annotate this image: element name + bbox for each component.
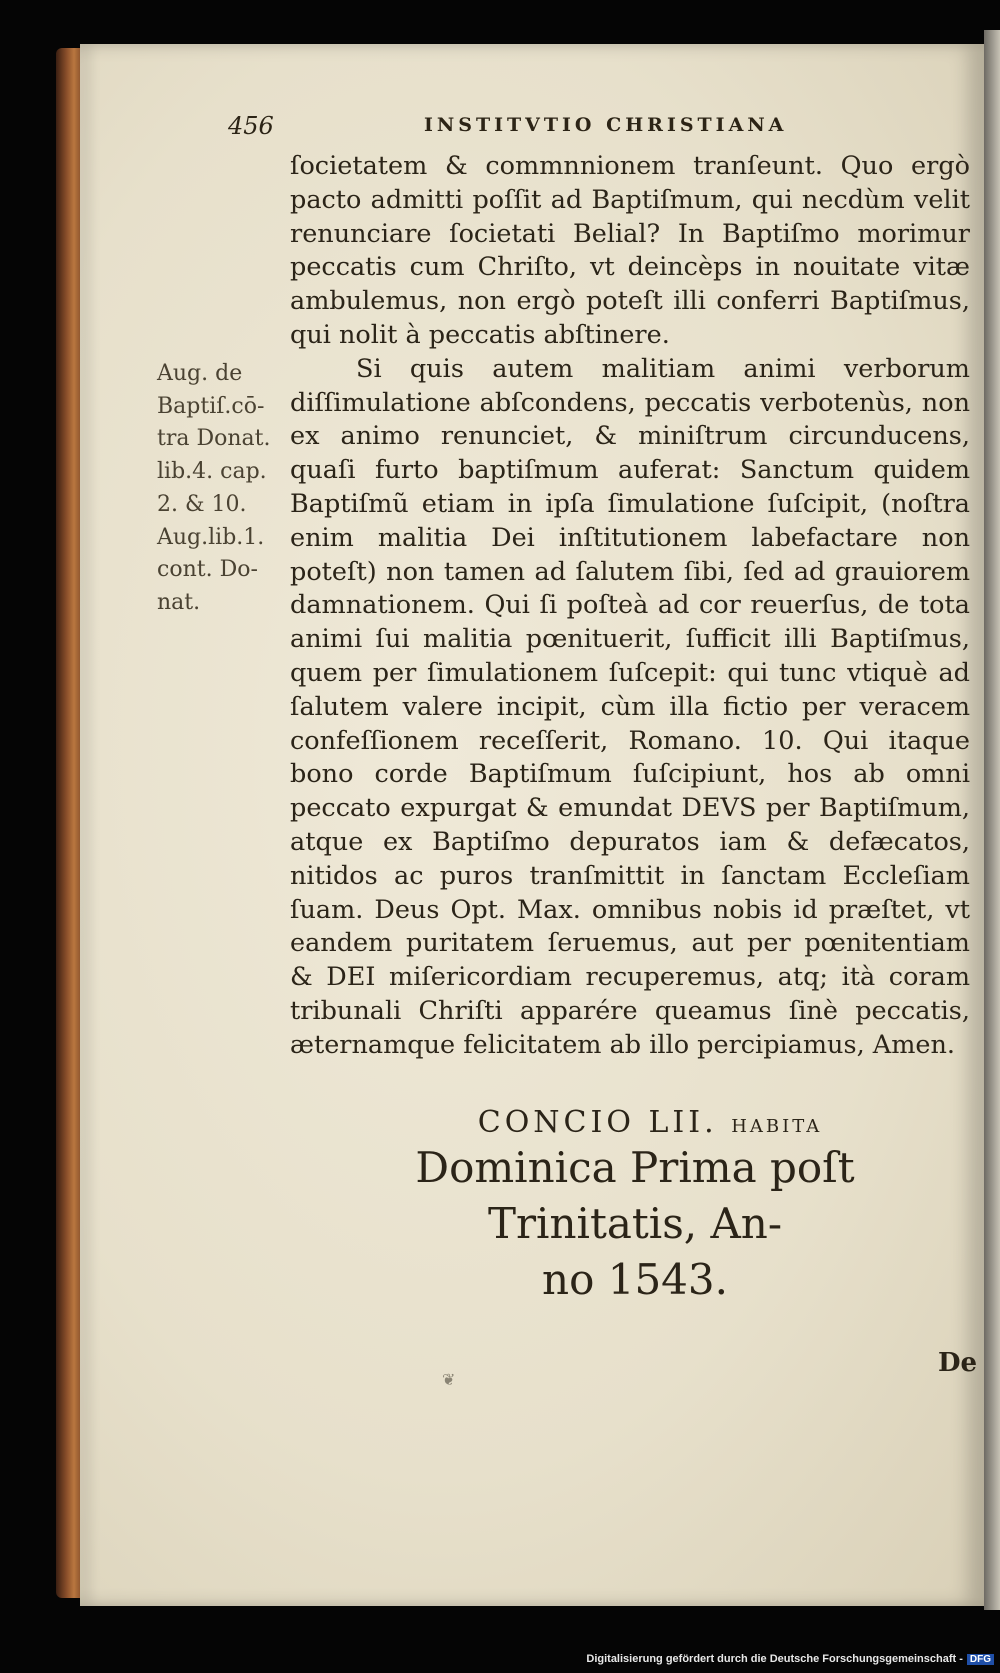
margin-notes xyxy=(157,358,287,620)
dfg-logo: DFG xyxy=(967,1654,994,1665)
digitization-credit xyxy=(586,1653,994,1665)
facing-page-edge xyxy=(984,30,1000,1610)
credit-text: Digitalisierung gefördert durch die Deutsche Forschungsgemeinschaft - xyxy=(586,1653,963,1665)
margin-note-line: Aug.lib.1. xyxy=(157,524,265,550)
margin-note-line: tra Donat. xyxy=(157,426,271,452)
margin-note-line: lib.4. cap. xyxy=(157,459,267,485)
sermon-title-line-3: no 1543. xyxy=(542,1255,728,1304)
paragraph-continuation: ſocietatem & commnnionem tranſeunt. Quo ergò pacto admitti poſſit ad Baptiſmum, qui necdùm velit renunciare ſocietati Belial? In Baptiſmo morimur peccatis cum Chriſto, vt deincèps in nouitate vitæ ambulemus, non ergò poteſt illi conferri Baptiſmus, qui nolit à peccatis abſtinere. xyxy=(290,151,970,350)
margin-note-line: Baptiſ.cō- xyxy=(157,393,265,419)
margin-note-line: nat. xyxy=(157,589,201,615)
sermon-heading xyxy=(290,1105,970,1308)
page-header xyxy=(228,112,848,142)
sermon-label xyxy=(330,1105,970,1140)
main-text-body xyxy=(290,150,970,1063)
sermon-number: CONCIO LII. xyxy=(477,1105,718,1140)
ink-speck-decoration: ❦ xyxy=(442,1370,456,1389)
running-title: INSTITVTIO CHRISTIANA xyxy=(424,114,788,136)
margin-note-line: cont. Do- xyxy=(157,557,258,583)
sermon-habita: HABITA xyxy=(731,1116,823,1137)
page-number: 456 xyxy=(228,112,274,140)
catchword: De xyxy=(938,1348,978,1378)
paragraph-si-quis: Si quis autem malitiam animi verborum diſſimulatione abſcondens, peccatis verbotenùs, non ex animo renunciet, & miniſtrum circunducens, quaſi furto baptiſmum auferat: Sanctum quidem Baptiſmũ etiam in ipſa ſimulatione ſuſcipit, (noſtra enim malitia Dei inſtitutionem labefactare non poteſt) non tamen ad ſalutem ſibi, ſed ad grauiorem damnationem. Qui ſi poſteà ad cor reuerſus, de tota animi ſui malitia pœnituerit, ſufficit illi Baptiſmus, quem per ſimulationem ſuſcepit: qui tunc vtiquè ad ſalutem valere incipit, cùm illa fictio per veracem confeſſionem receſſerit, Romano. 10. Qui itaque bono corde Baptiſmum ſuſcipiunt, hos ab omni peccato expurgat & emundat DEVS per Baptiſmum, atque ex Baptiſmo depuratos iam & defæcatos, nitidos ac puros tranſmittit in ſanctam Eccleſiam ſuam. Deus Opt. Max. omnibus nobis id præſtet, vt eandem puritatem ſeruemus, aut per pœnitentiam & DEI miſericordiam recuperemus, atq; ità coram tribunali Chriſti apparére queamus ſinè peccatis, æternamque felicitatem ab illo percipiamus, Amen. xyxy=(290,353,970,1060)
margin-note-line: Aug. de xyxy=(157,361,243,386)
sermon-title-line-2: Trinitatis, An- xyxy=(487,1199,783,1248)
sermon-title-line-1: Dominica Prima poſt xyxy=(415,1143,855,1192)
margin-note-line: 2. & 10. xyxy=(157,491,247,517)
